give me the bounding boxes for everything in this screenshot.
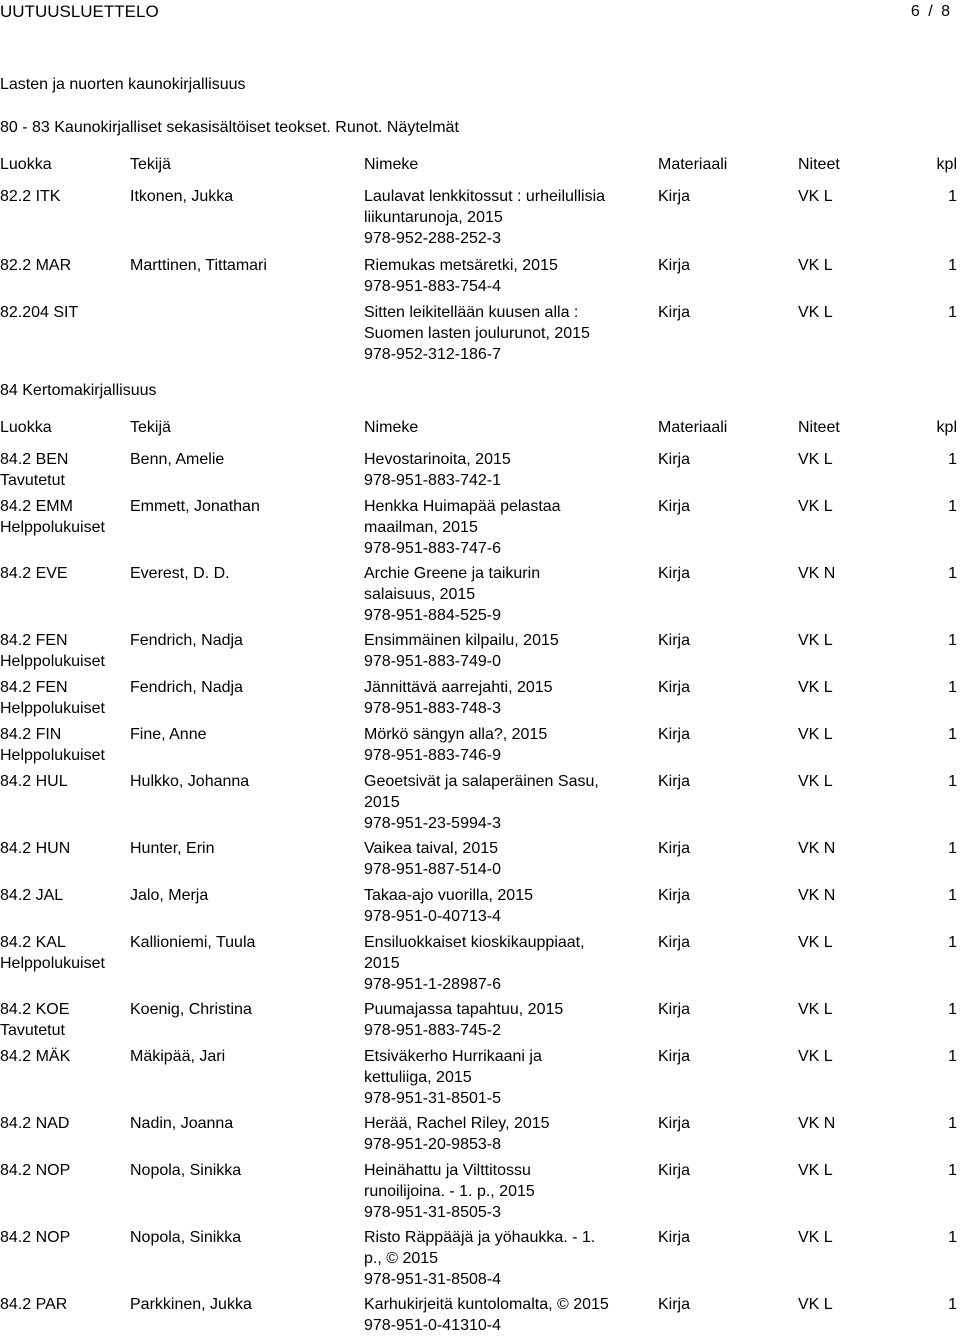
cell-niteet: VK L — [798, 679, 833, 696]
catalog-row — [0, 677, 960, 719]
cell-luokka — [0, 563, 128, 584]
cell-luokka — [0, 838, 128, 859]
cell-line: 84.2 PAR — [0, 1296, 68, 1313]
cell-materiaali: Kirja — [658, 565, 691, 582]
cell-materiaali: Kirja — [658, 1296, 691, 1313]
cell-materiaali: Kirja — [658, 257, 691, 274]
cell-materiaali: Kirja — [658, 887, 691, 904]
cell-kpl: 1 — [948, 632, 957, 649]
cell-line: 978-951-23-5994-3 — [364, 815, 501, 832]
column-header-niteet: Niteet — [798, 419, 840, 436]
cell-kpl: 1 — [948, 773, 957, 790]
cell-tekija: Benn, Amelie — [130, 451, 225, 468]
cell-niteet: VK L — [798, 773, 833, 790]
cell-luokka — [0, 724, 128, 766]
column-header-tekija: Tekijä — [130, 419, 171, 436]
cell-line: liikuntarunoja, 2015 — [364, 209, 503, 226]
cell-kpl: 1 — [948, 188, 957, 205]
catalog-row — [0, 563, 960, 626]
column-header-nimeke: Nimeke — [364, 156, 419, 173]
catalog-row — [0, 999, 960, 1041]
cell-line: Mörkö sängyn alla?, 2015 — [364, 726, 548, 743]
cell-luokka — [0, 1227, 128, 1248]
catalog-row — [0, 885, 960, 927]
cell-nimeke — [364, 1113, 649, 1155]
cell-kpl: 1 — [948, 498, 957, 515]
cell-materiaali: Kirja — [658, 451, 691, 468]
cell-materiaali: Kirja — [658, 304, 691, 321]
cell-line: 978-951-1-28987-6 — [364, 976, 501, 993]
cell-materiaali: Kirja — [658, 1229, 691, 1246]
cell-line: runoilijoina. - 1. p., 2015 — [364, 1183, 535, 1200]
cell-luokka — [0, 1113, 128, 1134]
cell-tekija: Emmett, Jonathan — [130, 498, 260, 515]
cell-line: Sitten leikitellään kuusen alla : — [364, 304, 579, 321]
cell-line: 978-952-288-252-3 — [364, 230, 501, 247]
cell-tekija: Fendrich, Nadja — [130, 679, 243, 696]
cell-materiaali: Kirja — [658, 840, 691, 857]
catalog-row — [0, 449, 960, 491]
cell-nimeke — [364, 1294, 649, 1336]
cell-nimeke — [364, 302, 649, 365]
column-header-kpl: kpl — [936, 156, 957, 173]
cell-kpl: 1 — [948, 304, 957, 321]
cell-line: Jännittävä aarrejahti, 2015 — [364, 679, 553, 696]
cell-line: 84.2 NOP — [0, 1229, 71, 1246]
cell-nimeke — [364, 1227, 649, 1290]
cell-nimeke — [364, 1046, 649, 1109]
column-header-luokka: Luokka — [0, 419, 52, 436]
cell-line: Geoetsivät ja salaperäinen Sasu, — [364, 773, 599, 790]
cell-nimeke — [364, 771, 649, 834]
section-title: 80 - 83 Kaunokirjalliset sekasisältöiset teokset. Runot. Näytelmät — [0, 119, 459, 136]
cell-line: Tavutetut — [0, 472, 65, 489]
cell-kpl: 1 — [948, 1048, 957, 1065]
catalog-row — [0, 255, 960, 297]
cell-kpl: 1 — [948, 1115, 957, 1132]
catalog-row — [0, 302, 960, 365]
cell-line: 978-951-20-9853-8 — [364, 1136, 501, 1153]
cell-line: 2015 — [364, 955, 400, 972]
cell-niteet: VK L — [798, 1296, 833, 1313]
cell-materiaali: Kirja — [658, 934, 691, 951]
cell-line: 84.2 FEN — [0, 632, 68, 649]
cell-luokka — [0, 1294, 128, 1315]
cell-line: 978-951-883-746-9 — [364, 747, 501, 764]
cell-line: Tavutetut — [0, 1022, 65, 1039]
column-header-nimeke: Nimeke — [364, 419, 419, 436]
cell-line: 84.2 NOP — [0, 1162, 71, 1179]
cell-niteet: VK L — [798, 934, 833, 951]
cell-tekija: Fine, Anne — [130, 726, 207, 743]
cell-line: p., © 2015 — [364, 1250, 439, 1267]
catalog-row — [0, 1227, 960, 1290]
column-header-kpl: kpl — [936, 419, 957, 436]
cell-line: Risto Räppääjä ja yöhaukka. - 1. — [364, 1229, 596, 1246]
cell-kpl: 1 — [948, 1229, 957, 1246]
cell-nimeke — [364, 999, 649, 1041]
column-header-niteet: Niteet — [798, 156, 840, 173]
cell-line: 978-951-31-8505-3 — [364, 1204, 501, 1221]
cell-line: salaisuus, 2015 — [364, 586, 476, 603]
cell-nimeke — [364, 496, 649, 559]
cell-line: Henkka Huimapää pelastaa — [364, 498, 561, 515]
cell-line: Hevostarinoita, 2015 — [364, 451, 511, 468]
cell-line: 84.2 FEN — [0, 679, 68, 696]
cell-materiaali: Kirja — [658, 1001, 691, 1018]
cell-niteet: VK L — [798, 188, 833, 205]
cell-kpl: 1 — [948, 1001, 957, 1018]
cell-niteet: VK L — [798, 1229, 833, 1246]
cell-line: Heinähattu ja Vilttitossu — [364, 1162, 531, 1179]
cell-nimeke — [364, 885, 649, 927]
cell-line: Archie Greene ja taikurin — [364, 565, 541, 582]
column-header-luokka: Luokka — [0, 156, 52, 173]
cell-tekija: Parkkinen, Jukka — [130, 1296, 252, 1313]
catalog-row — [0, 838, 960, 880]
cell-line: Puumajassa tapahtuu, 2015 — [364, 1001, 564, 1018]
cell-line: Herää, Rachel Riley, 2015 — [364, 1115, 550, 1132]
page-header — [0, 0, 960, 22]
cell-tekija: Hunter, Erin — [130, 840, 215, 857]
cell-tekija: Fendrich, Nadja — [130, 632, 243, 649]
cell-line: 84.2 BEN — [0, 451, 69, 468]
catalog-row — [0, 1160, 960, 1223]
cell-luokka — [0, 999, 128, 1041]
cell-line: 84.2 MÄK — [0, 1048, 71, 1065]
catalog-row — [0, 1046, 960, 1109]
cell-nimeke — [364, 932, 649, 995]
cell-luokka — [0, 1046, 128, 1067]
cell-tekija: Itkonen, Jukka — [130, 188, 234, 205]
cell-nimeke — [364, 186, 649, 249]
cell-nimeke — [364, 630, 649, 672]
cell-kpl: 1 — [948, 840, 957, 857]
cell-kpl: 1 — [948, 1296, 957, 1313]
cell-materiaali: Kirja — [658, 498, 691, 515]
document-title: UUTUUSLUETTELO — [0, 2, 159, 21]
cell-niteet: VK N — [798, 887, 836, 904]
cell-line: 84.2 FIN — [0, 726, 62, 743]
column-header-tekija: Tekijä — [130, 156, 171, 173]
cell-nimeke — [364, 838, 649, 880]
column-header-materiaali: Materiaali — [658, 419, 728, 436]
cell-line: 82.204 SIT — [0, 304, 79, 321]
catalog-row — [0, 630, 960, 672]
cell-line: 84.2 NAD — [0, 1115, 70, 1132]
catalog-row — [0, 771, 960, 834]
cell-tekija: Nopola, Sinikka — [130, 1162, 242, 1179]
cell-line: Suomen lasten joulurunot, 2015 — [364, 325, 590, 342]
cell-niteet: VK L — [798, 1048, 833, 1065]
cell-niteet: VK L — [798, 632, 833, 649]
cell-line: Karhukirjeitä kuntolomalta, © 2015 — [364, 1296, 609, 1313]
cell-niteet: VK L — [798, 498, 833, 515]
cell-line: Ensiluokkaiset kioskikauppiaat, — [364, 934, 585, 951]
cell-kpl: 1 — [948, 565, 957, 582]
cell-kpl: 1 — [948, 887, 957, 904]
cell-luokka — [0, 630, 128, 672]
catalog-row — [0, 496, 960, 559]
catalog-row — [0, 186, 960, 249]
cell-line: 978-951-31-8508-4 — [364, 1271, 501, 1288]
cell-niteet: VK L — [798, 1162, 833, 1179]
cell-line: 2015 — [364, 794, 400, 811]
cell-tekija: Marttinen, Tittamari — [130, 257, 267, 274]
cell-nimeke — [364, 255, 649, 297]
catalog-row — [0, 932, 960, 995]
cell-nimeke — [364, 1160, 649, 1223]
cell-line: 978-951-883-754-4 — [364, 278, 501, 295]
cell-luokka — [0, 771, 128, 792]
cell-luokka — [0, 186, 128, 207]
cell-tekija: Nadin, Joanna — [130, 1115, 234, 1132]
cell-niteet: VK N — [798, 840, 836, 857]
cell-line: maailman, 2015 — [364, 519, 478, 536]
cell-tekija: Koenig, Christina — [130, 1001, 252, 1018]
cell-tekija: Everest, D. D. — [130, 565, 230, 582]
cell-materiaali: Kirja — [658, 1048, 691, 1065]
cell-materiaali: Kirja — [658, 1162, 691, 1179]
cell-luokka — [0, 496, 128, 538]
cell-line: 84.2 EMM — [0, 498, 73, 515]
cell-kpl: 1 — [948, 451, 957, 468]
cell-luokka — [0, 302, 128, 323]
cell-kpl: 1 — [948, 934, 957, 951]
cell-line: 978-951-0-41310-4 — [364, 1317, 501, 1334]
column-header-row — [0, 154, 960, 175]
cell-kpl: 1 — [948, 257, 957, 274]
cell-materiaali: Kirja — [658, 773, 691, 790]
cell-line: Etsiväkerho Hurrikaani ja — [364, 1048, 542, 1065]
cell-line: 84.2 HUL — [0, 773, 68, 790]
cell-luokka — [0, 1160, 128, 1181]
cell-niteet: VK L — [798, 257, 833, 274]
cell-line: 978-952-312-186-7 — [364, 346, 501, 363]
catalog-row — [0, 1113, 960, 1155]
cell-line: 978-951-884-525-9 — [364, 607, 501, 624]
cell-line: 82.2 ITK — [0, 188, 61, 205]
cell-kpl: 1 — [948, 726, 957, 743]
cell-materiaali: Kirja — [658, 188, 691, 205]
cell-line: Helppolukuiset — [0, 700, 105, 717]
cell-tekija: Kallioniemi, Tuula — [130, 934, 256, 951]
cell-line: 978-951-883-749-0 — [364, 653, 501, 670]
cell-materiaali: Kirja — [658, 632, 691, 649]
cell-niteet: VK N — [798, 565, 836, 582]
cell-tekija: Jalo, Merja — [130, 887, 209, 904]
cell-tekija: Mäkipää, Jari — [130, 1048, 226, 1065]
cell-line: 978-951-883-745-2 — [364, 1022, 501, 1039]
cell-line: kettuliiga, 2015 — [364, 1069, 472, 1086]
cell-niteet: VK N — [798, 1115, 836, 1132]
cell-niteet: VK L — [798, 726, 833, 743]
catalog-row — [0, 724, 960, 766]
cell-line: Helppolukuiset — [0, 955, 105, 972]
cell-kpl: 1 — [948, 1162, 957, 1179]
cell-line: Helppolukuiset — [0, 519, 105, 536]
cell-luokka — [0, 932, 128, 974]
cell-line: Ensimmäinen kilpailu, 2015 — [364, 632, 559, 649]
cell-line: 84.2 HUN — [0, 840, 71, 857]
cell-niteet: VK L — [798, 304, 833, 321]
catalog-row — [0, 1294, 960, 1336]
cell-line: Riemukas metsäretki, 2015 — [364, 257, 558, 274]
cell-line: 978-951-0-40713-4 — [364, 908, 501, 925]
cell-luokka — [0, 255, 128, 276]
cell-line: Takaa-ajo vuorilla, 2015 — [364, 887, 533, 904]
cell-line: 82.2 MAR — [0, 257, 72, 274]
cell-line: Vaikea taival, 2015 — [364, 840, 499, 857]
cell-nimeke — [364, 724, 649, 766]
cell-materiaali: Kirja — [658, 1115, 691, 1132]
main-heading: Lasten ja nuorten kaunokirjallisuus — [0, 76, 246, 93]
column-header-materiaali: Materiaali — [658, 156, 728, 173]
cell-line: Laulavat lenkkitossut : urheilullisia — [364, 188, 606, 205]
cell-line: 978-951-883-742-1 — [364, 472, 501, 489]
cell-line: Helppolukuiset — [0, 653, 105, 670]
cell-niteet: VK L — [798, 1001, 833, 1018]
cell-luokka — [0, 885, 128, 906]
cell-luokka — [0, 449, 128, 491]
cell-tekija: Hulkko, Johanna — [130, 773, 250, 790]
cell-line: 84.2 KAL — [0, 934, 66, 951]
cell-tekija: Nopola, Sinikka — [130, 1229, 242, 1246]
cell-line: 978-951-887-514-0 — [364, 861, 501, 878]
cell-nimeke — [364, 677, 649, 719]
cell-niteet: VK L — [798, 451, 833, 468]
cell-line: 84.2 JAL — [0, 887, 64, 904]
cell-luokka — [0, 677, 128, 719]
cell-materiaali: Kirja — [658, 679, 691, 696]
cell-line: 84.2 KOE — [0, 1001, 70, 1018]
cell-nimeke — [364, 563, 649, 626]
column-header-row — [0, 417, 960, 438]
cell-kpl: 1 — [948, 679, 957, 696]
cell-materiaali: Kirja — [658, 726, 691, 743]
cell-line: 978-951-883-748-3 — [364, 700, 501, 717]
cell-nimeke — [364, 449, 649, 491]
cell-line: Helppolukuiset — [0, 747, 105, 764]
page-number: 6 / 8 — [910, 3, 950, 20]
cell-line: 978-951-31-8501-5 — [364, 1090, 501, 1107]
section-title: 84 Kertomakirjallisuus — [0, 382, 157, 399]
cell-line: 978-951-883-747-6 — [364, 540, 501, 557]
cell-line: 84.2 EVE — [0, 565, 68, 582]
